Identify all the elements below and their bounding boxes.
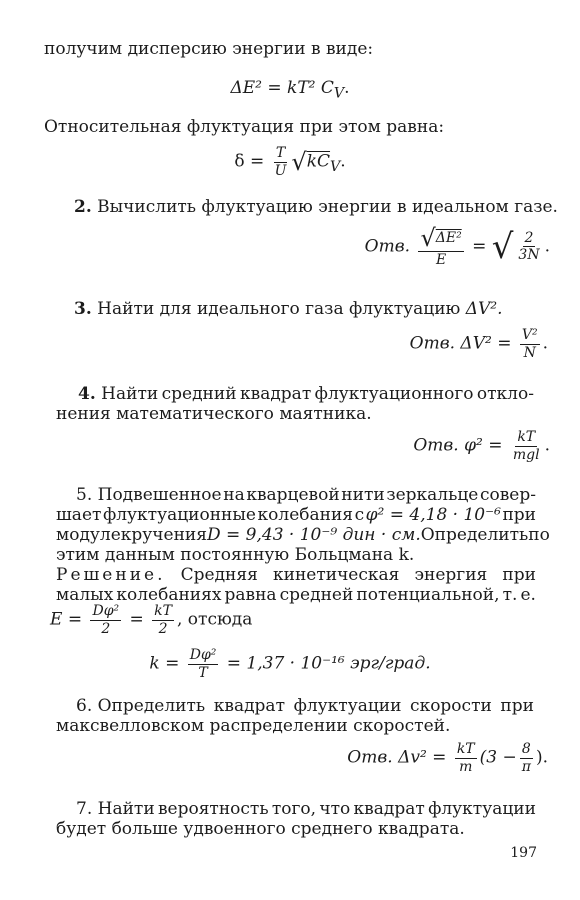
page-number: 197 [510,845,537,861]
problem-5-line-3: модуле кручения D = 9,43 · 10⁻⁹ дин · см. Определить по [56,525,550,545]
answer-label: Отв. [364,236,411,257]
problem-4-line-1: 4. Найти средний квадрат флуктуационного откло- [78,384,534,404]
problem-5-line-4: этим данным постоянную Больцмана k. [56,545,415,565]
answer-2-rhs-fraction: $\frac{2}{3N}$ [518,229,540,264]
problem-3-answer: Отв. ΔV² = $\frac{\text{V²}}{N}$ . [409,327,548,361]
problem-4-answer: Отв. φ² = $\frac{kT}{\text{mgl}}$ . [413,429,550,463]
problem-4-number: 4. [78,384,96,404]
problem-6-answer: Отв. Δv² = $\frac{kT}{m}$ (3 − $\frac{8}{\pi}$ ). [347,741,548,775]
answer-2-lhs-fraction: $\frac{\text{√ΔE²}}{E}$ [420,224,462,268]
answer-label: Отв. [409,333,456,354]
answer-4-fraction: $\frac{kT}{\text{mgl}}$ [512,429,540,463]
radicand-subscript: V [330,159,341,176]
answer-6-lhs: Δv² = [398,747,447,768]
problem-6-line-2: максвелловском распределении скоростей. [56,716,451,736]
problem-6-line-1: 6. Определить квадрат флуктуации скорости при [76,696,534,716]
dispersion-subscript: V [333,85,345,102]
solution-heading: Решение. [56,565,166,585]
delta-lhs: δ = [234,151,265,172]
answer-3-lhs: ΔV² = [460,333,512,354]
solution-line-1: Решение. Средняя кинетическая энергия при [56,565,536,585]
problem-3-text: Найти для идеального газа флуктуацию [97,299,461,319]
formula-energy-dispersion: ΔE² = kT² $C_V$. [230,78,350,102]
problem-2-answer: Отв. $\frac{\text{√ΔE²}}{E}$ = √ $\frac{2}{3N}$ . [364,224,550,268]
fraction-T-over-U: $\frac{T}{U}$ [274,145,287,179]
radicand: kC [306,151,331,172]
problem-4-line-2: нения математического маятника. [56,404,372,424]
answer-3-fraction: $\frac{\text{V²}}{N}$ [521,327,538,361]
radical-sign: √ [491,226,514,267]
problem-7-line-2: будет больше удвоенного среднего квадрата. [56,819,465,839]
answer-label: Отв. [347,747,393,768]
problem-7-line-1: 7. Найти вероятность того, что квадрат флуктуации [76,799,536,819]
answer-label: Отв. [413,435,459,456]
problem-2-text: Вычислить флуктуацию энергии в идеальном газе. [97,197,558,217]
answer-4-lhs: φ² = [464,435,503,456]
intro-line: получим дисперсию энергии в виде: [44,39,374,59]
formula-relative-fluctuation: δ = $\frac{T}{U}$ $√kC_V$. [234,145,346,179]
radical-sign: √ [291,148,307,177]
problem-5-line-2: шает флуктуационные колебания с φ² = 4,18 · 10⁻⁶ при [56,505,536,525]
solution-line-2: малых колебаниях равна средней потенциальной, т. е. [56,585,536,605]
solution-equation-1: E = $\frac{\text{Dφ²}}{2}$ = $\frac{kT}{2}$ , отсюда [50,603,253,637]
problem-5-line-1: 5. Подвешенное на кварцевой нити зеркальце совер- [76,485,536,505]
problem-3-symbol: ΔV². [465,299,503,319]
relative-fluctuation-line: Относительная флуктуация при этом равна: [44,117,445,137]
problem-3 [74,300,503,320]
problem-3-number: 3. [74,299,92,319]
dispersion-expression: ΔE² = kT² C [230,78,334,98]
problem-2 [74,198,558,218]
solution-equation-k: k = $\frac{\text{Dφ²}}{T}$ = 1,37 · 10⁻¹⁶ эрг/град. [149,647,431,681]
problem-2-number: 2. [74,197,92,217]
